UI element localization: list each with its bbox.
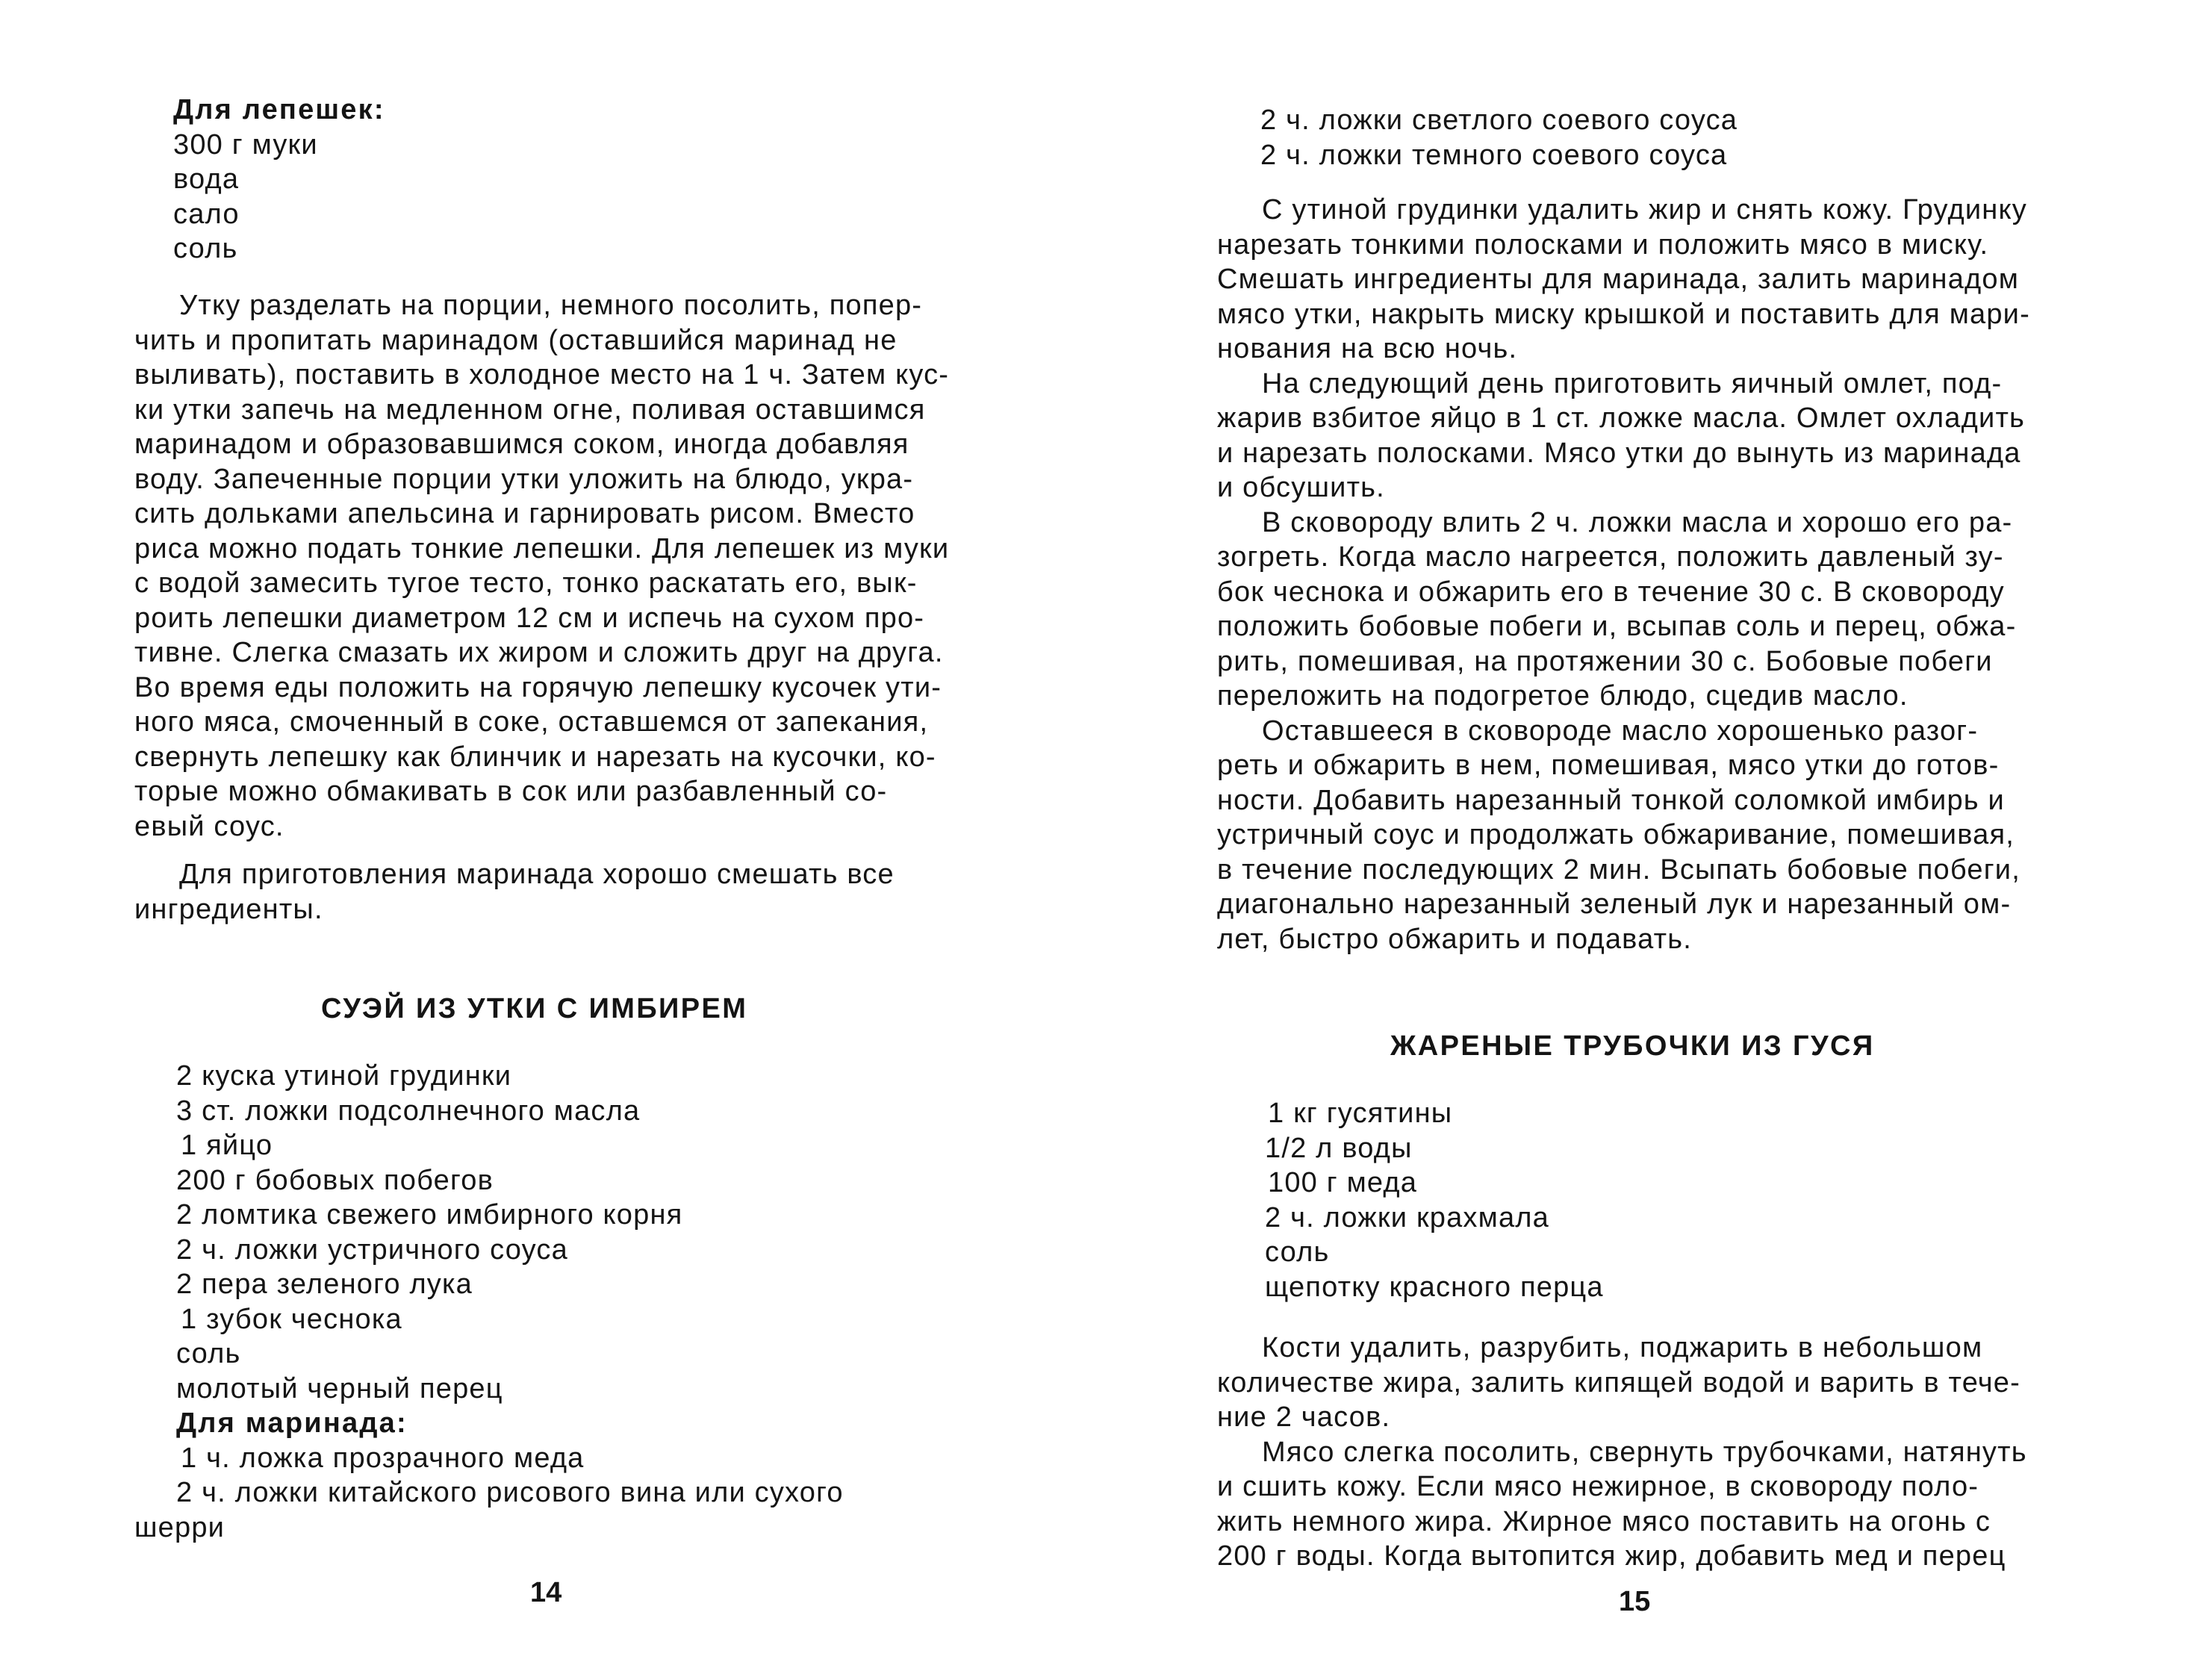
ingredient-line: молотый черный перец [176, 1372, 503, 1404]
text-line: тивне. Слегка смазать их жиром и сложить друг на друга. [134, 637, 944, 668]
ingredient-line: 2 ч. ложки китайского рисового вина или сухого [176, 1477, 844, 1508]
ingredient-line: соль [173, 233, 238, 264]
text-line: реть и обжарить в нем, помешивая, мясо утки до готов- [1217, 750, 2000, 781]
text-line: Для приготовления маринада хорошо смешать все [179, 859, 895, 890]
text-line: зогреть. Когда масло нагреется, положить давленый зу- [1217, 541, 2004, 573]
goose-method-paragraph [1217, 1331, 2027, 1574]
text-line: жить немного жира. Жирное мясо поставить на огонь с [1217, 1505, 1991, 1537]
text-line: Во время еды положить на горячую лепешку кусочек ути- [134, 671, 942, 703]
marinade-label: Для маринада: [176, 1407, 408, 1439]
text-line: ности. Добавить нарезанный тонкой соломкой имбирь и [1217, 784, 2005, 816]
text-line: ингредиенты. [134, 893, 323, 925]
ingredient-line: 2 ч. ложки светлого соевого соуса [1260, 105, 1738, 136]
suey-ingredients-block [176, 1059, 844, 1511]
text-line: свернуть лепешку как блинчик и нарезать на кусочки, ко- [134, 741, 936, 773]
ingredient-line: 300 г муки [173, 128, 318, 161]
ingredient-line: 3 ст. ложки подсолнечного масла [176, 1095, 641, 1127]
text-line: чить и пропитать маринадом (оставшийся маринад не [134, 324, 898, 356]
ingredient-line: 1 зубок чеснока [181, 1303, 402, 1335]
text-line: ного мяса, смоченный в соке, оставшемся от запекания, [134, 706, 929, 738]
text-line: диагонально нарезанный зеленый лук и нарезанный ом- [1217, 889, 2012, 920]
text-line: Кости удалить, разрубить, поджарить в небольшом [1262, 1332, 1983, 1363]
text-line: риса можно подать тонкие лепешки. Для лепешек из муки [134, 532, 950, 564]
recipe-title: СУЭЙ ИЗ УТКИ С ИМБИРЕМ [321, 993, 748, 1024]
text-line: нарезать тонкими полосками и положить мясо в миску. [1217, 228, 1989, 261]
text-line: рить, помешивая, на протяжении 30 с. Бобовые побеги [1217, 645, 1993, 677]
marinade-note-paragraph [134, 857, 895, 927]
text-line: жарив взбитое яйцо в 1 ст. ложке масла. Омлет охладить [1217, 402, 2026, 434]
ingredient-line: 100 г меда [1268, 1167, 1418, 1198]
ingredient-line: 1 кг гусятины [1268, 1098, 1453, 1129]
text-line: и сшить кожу. Если мясо нежирное, в сковороду поло- [1217, 1471, 1979, 1502]
text-line: количестве жира, залить кипящей водой и варить в тече- [1217, 1366, 2021, 1399]
ingredient-line: сало [173, 198, 240, 230]
text-line: роить лепешки диаметром 12 см и испечь на сухом про- [134, 602, 925, 634]
text-line: Мясо слегка посолить, свернуть трубочками, натянуть [1262, 1436, 2027, 1468]
text-line: Утку разделать на порции, немного посолить, попер- [179, 290, 923, 321]
marinade-wrap-line [134, 1511, 225, 1546]
text-line: сить дольками апельсина и гарнировать рисом. Вместо [134, 498, 915, 529]
right-page [1095, 0, 2190, 1680]
text-line: Смешать ингредиенты для маринада, залить маринадом [1217, 264, 2020, 295]
text-line: переложить на подогретое блюдо, сцедив масло. [1217, 680, 1909, 712]
ingredient-line: соль [176, 1338, 241, 1369]
text-line: с водой замесить тугое тесто, тонко раскатать его, вык- [134, 567, 918, 599]
ingredient-line: 1 ч. ложка прозрачного меда [181, 1442, 585, 1474]
ingredient-line: 2 ломтика свежего имбирного корня [176, 1199, 683, 1231]
text-line: устричный соус и продолжать обжаривание, помешивая, [1217, 819, 2015, 850]
flatbread-ingredients-block [173, 93, 385, 267]
ingredient-line: щепотку красного перца [1265, 1271, 1604, 1303]
text-line: выливать), поставить в холодное место на 1 ч. Затем кус- [134, 359, 950, 391]
ingredient-line: 2 ч. ложки крахмала [1265, 1201, 1549, 1233]
ingredient-line: 2 пера зеленого лука [176, 1269, 473, 1300]
text-line: торые можно обмакивать в сок или разбавленный со- [134, 776, 888, 807]
text-line: В сковороду влить 2 ч. ложки масла и хорошо его ра- [1262, 506, 2013, 538]
ingredient-line: соль [1265, 1236, 1330, 1268]
ingredient-line: вода [173, 164, 240, 195]
text-line: шерри [134, 1512, 225, 1543]
page-number: 14 [530, 1577, 562, 1608]
text-line: ки утки запечь на медленном огне, поливая оставшимся [134, 393, 926, 426]
ingredient-line: 1/2 л воды [1265, 1132, 1413, 1164]
text-line: 200 г воды. Когда вытопится жир, добавить мед и перец [1217, 1540, 2006, 1572]
ingredient-line: 1 яйцо [181, 1130, 273, 1161]
soy-ingredients-block [1260, 103, 1738, 172]
goose-ingredients-block [1265, 1096, 1604, 1304]
ingredient-line: 2 ч. ложки темного соевого соуса [1260, 139, 1728, 171]
ingredient-line: 2 ч. ложки устричного соуса [176, 1233, 568, 1266]
text-line: воду. Запеченные порции утки уложить на блюдо, укра- [134, 463, 914, 495]
recipe-title: ЖАРЕНЫЕ ТРУБОЧКИ ИЗ ГУСЯ [1390, 1030, 1875, 1062]
text-line: маринадом и образовавшимся соком, иногда добавляя [134, 429, 909, 460]
text-line: бок чеснока и обжарить его в течение 30 с. В сковороду [1217, 576, 2005, 608]
text-line: лет, быстро обжарить и подавать. [1217, 923, 1692, 955]
page-number: 15 [1619, 1586, 1651, 1617]
text-line: положить бобовые побеги и, всыпав соль и перец, обжа- [1217, 611, 2017, 642]
ingredient-line: 200 г бобовых побегов [176, 1164, 494, 1196]
text-line: ние 2 часов. [1217, 1401, 1391, 1433]
suey-method-paragraph [1217, 193, 2030, 956]
text-line: нования на всю ночь. [1217, 333, 1518, 364]
text-line: С утиной грудинки удалить жир и снять кожу. Грудинку [1262, 194, 2027, 225]
text-line: Оставшееся в сковороде масло хорошенько разог- [1262, 715, 1979, 747]
text-line: евый соус. [134, 810, 284, 842]
text-line: На следующий день приготовить яичный омлет, под- [1262, 367, 2003, 399]
text-line: и обсушить. [1217, 472, 1385, 503]
text-line: в течение последующих 2 мин. Всыпать бобовые побеги, [1217, 853, 2021, 886]
text-line: мясо утки, накрыть миску крышкой и поставить для мари- [1217, 298, 2030, 330]
flatbread-label: Для лепешек: [173, 94, 385, 125]
text-line: и нарезать полосками. Мясо утки до вынуть из маринада [1217, 437, 2021, 469]
ingredient-line: 2 куска утиной грудинки [176, 1060, 512, 1092]
duck-method-paragraph [134, 288, 949, 844]
